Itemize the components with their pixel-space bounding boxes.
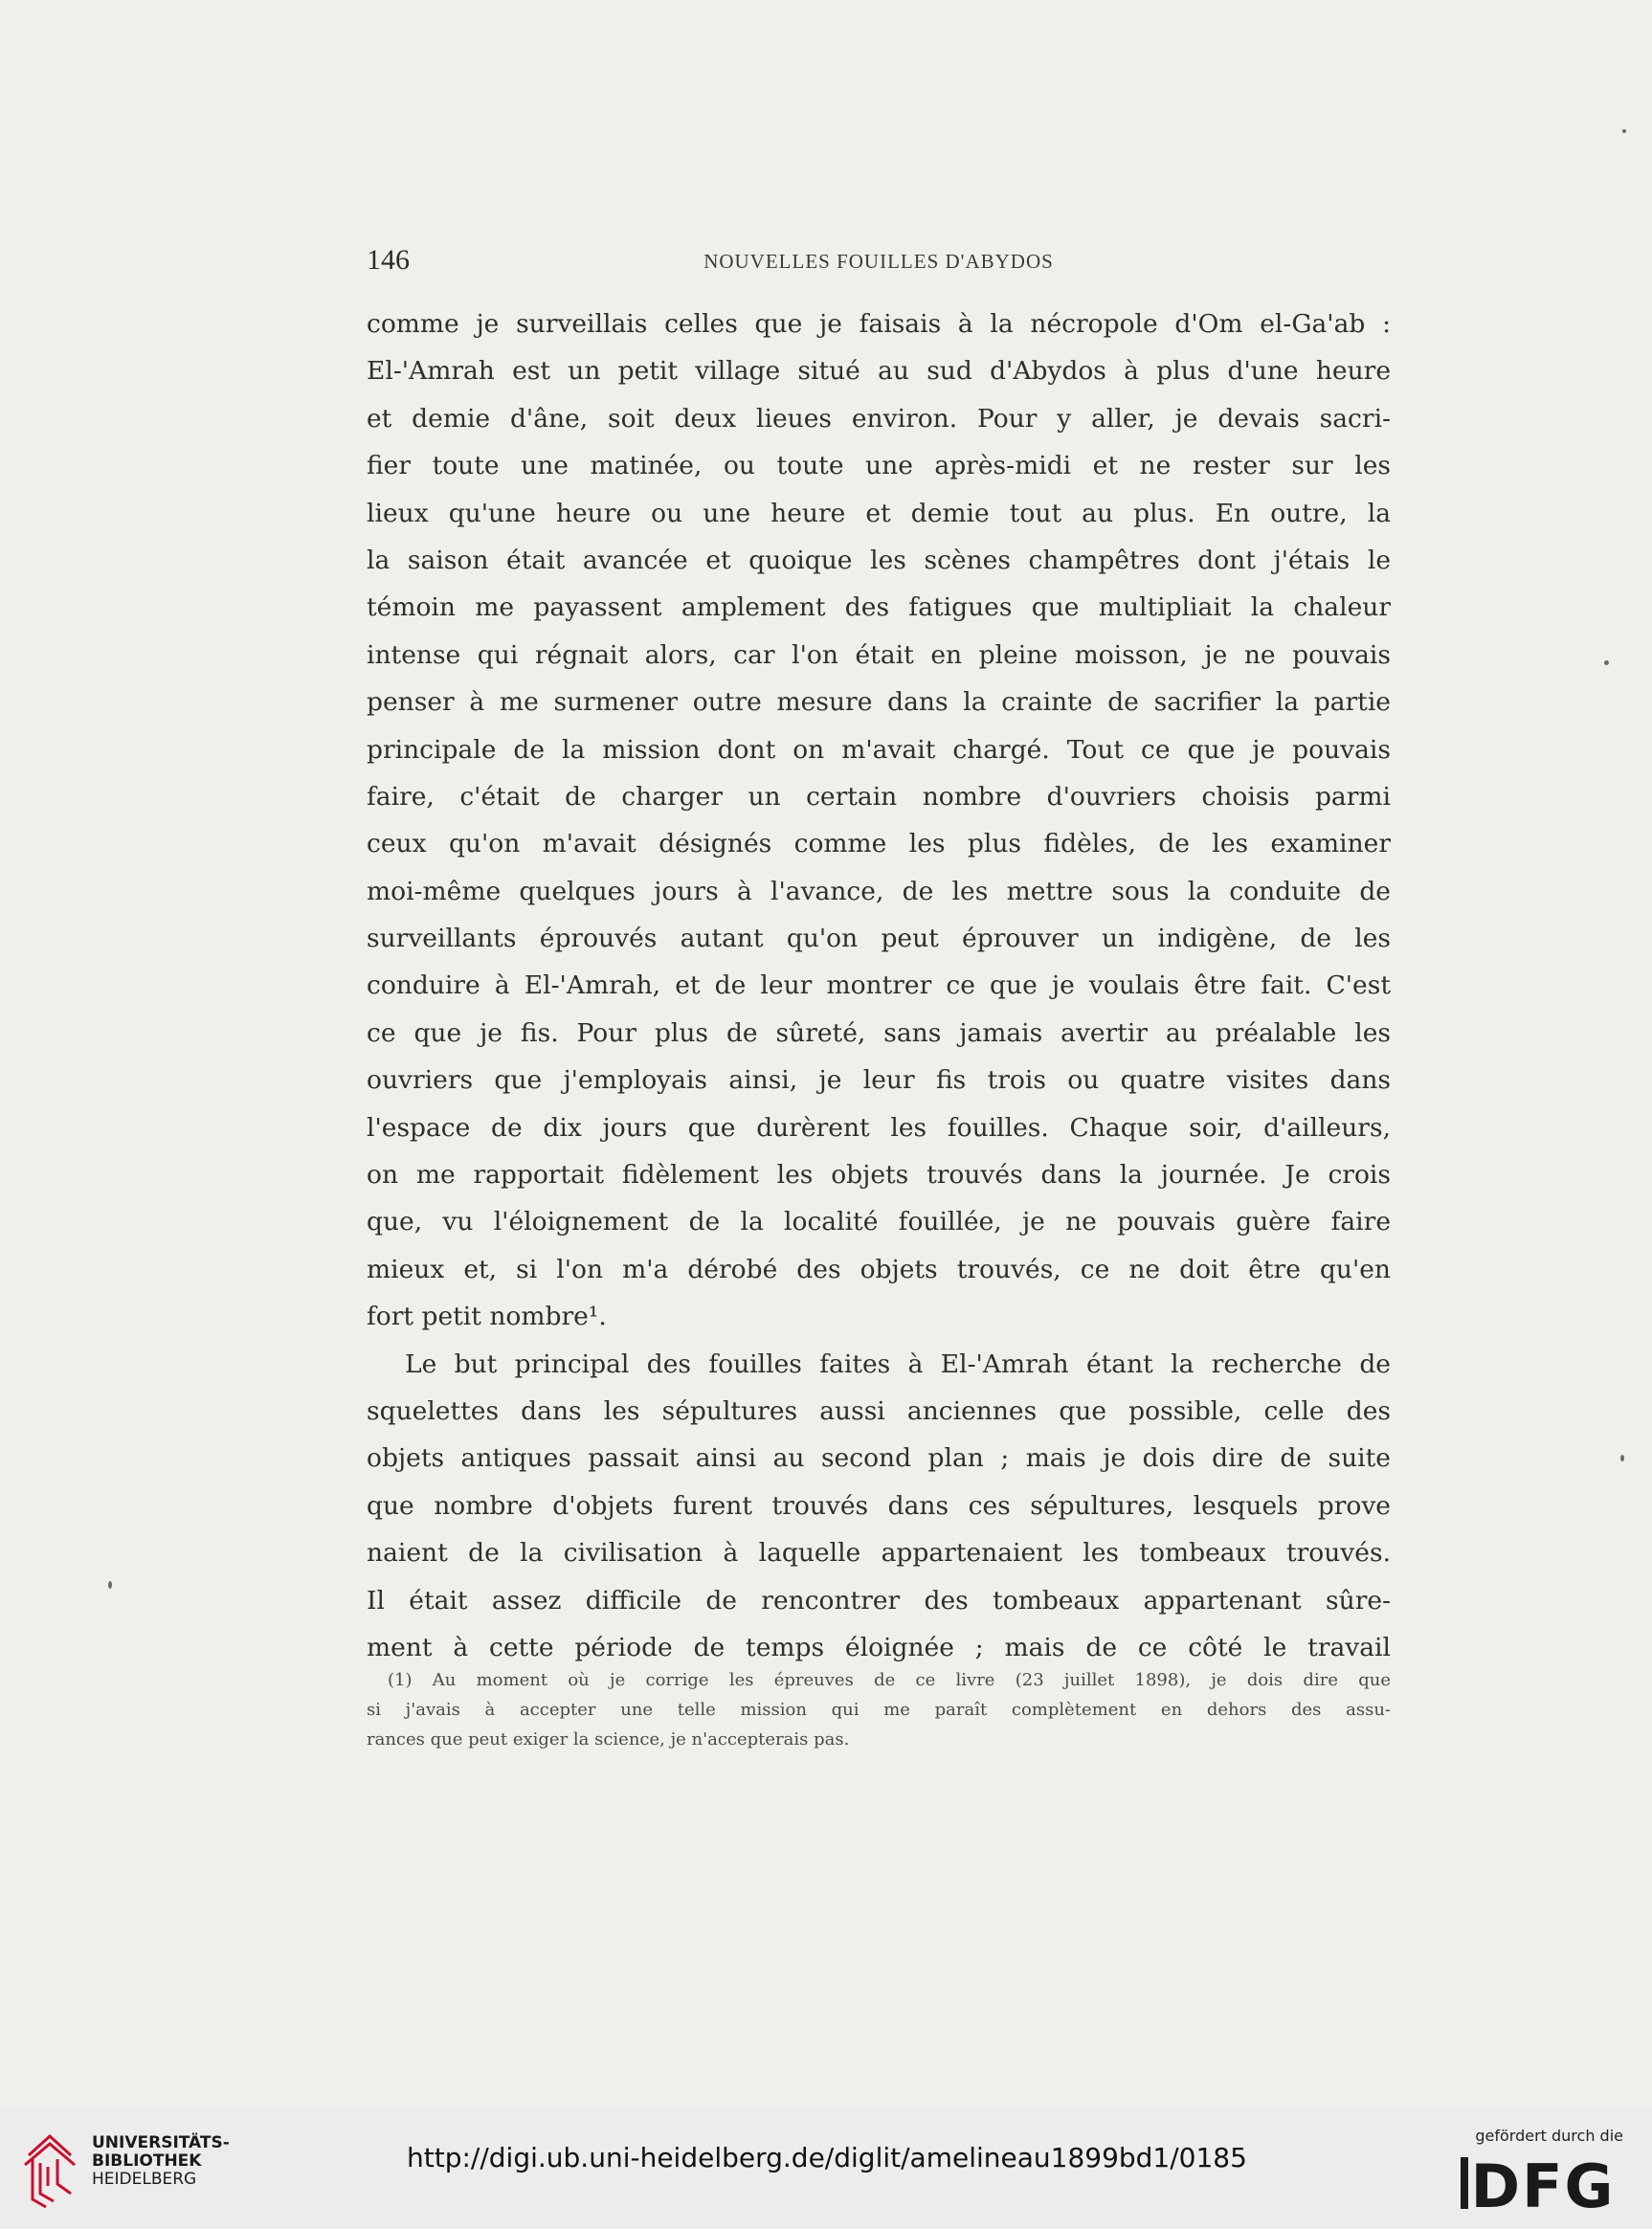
library-name-line: BIBLIOTHEK bbox=[92, 2151, 202, 2171]
text-line: ceux qu'on m'avait désignés comme les plus fidèles, de les examiner bbox=[367, 829, 1391, 859]
library-name bbox=[92, 2134, 230, 2189]
body-text bbox=[367, 301, 1391, 1671]
text-line: ce que je fis. Pour plus de sûreté, sans jamais avertir au préalable les bbox=[367, 1017, 1391, 1048]
sponsor-text: gefördert durch die bbox=[1475, 2127, 1623, 2145]
text-line: El-'Amrah est un petit village situé au sud d'Abydos à plus d'une heure bbox=[367, 356, 1391, 387]
text-line: lieux qu'une heure ou une heure et demie tout au plus. En outre, la bbox=[367, 498, 1391, 528]
text-line: fier toute une matinée, ou toute une après-midi et ne rester sur les bbox=[367, 451, 1391, 481]
library-name-line: UNIVERSITÄTS- bbox=[92, 2133, 230, 2152]
permalink-url[interactable]: http://digi.ub.uni-heidelberg.de/diglit/amelineau1899bd1/0185 bbox=[407, 2142, 1247, 2173]
footnote-line: si j'avais à accepter une telle mission qui me paraît complètement en dehors des assu- bbox=[367, 1700, 1391, 1720]
text-line: squelettes dans les sépultures aussi anciennes que possible, celle des bbox=[367, 1395, 1391, 1426]
text-line: conduire à El-'Amrah, et de leur montrer ce que je voulais être fait. C'est bbox=[367, 970, 1391, 1001]
text-line: fort petit nombre¹. bbox=[367, 1302, 607, 1332]
footnote-line: rances que peut exiger la science, je n'accepterais pas. bbox=[367, 1729, 850, 1750]
text-line: Le but principal des fouilles faites à El-'Amrah étant la recherche de bbox=[405, 1349, 1391, 1379]
text-line: faire, c'était de charger un certain nombre d'ouvriers choisis parmi bbox=[367, 781, 1391, 812]
text-line: surveillants éprouvés autant qu'on peut éprouver un indigène, de les bbox=[367, 924, 1391, 954]
text-line: ouvriers que j'employais ainsi, je leur fis trois ou quatre visites dans bbox=[367, 1065, 1391, 1096]
running-head bbox=[367, 244, 1391, 282]
text-line: l'espace de dix jours que durèrent les fouilles. Chaque soir, d'ailleurs, bbox=[367, 1112, 1391, 1143]
text-line: comme je surveillais celles que je faisais à la nécropole d'Om el-Ga'ab : bbox=[367, 309, 1391, 339]
text-line: moi-même quelques jours à l'avance, de les mettre sous la conduite de bbox=[367, 876, 1391, 906]
library-name-line: HEIDELBERG bbox=[92, 2170, 197, 2189]
svg-text:DFG: DFG bbox=[1470, 2151, 1616, 2215]
text-line: la saison était avancée et quoique les scènes champêtres dont j'étais le bbox=[367, 545, 1391, 575]
text-line: objets antiques passait ainsi au second plan ; mais je dois dire de suite bbox=[367, 1443, 1391, 1474]
text-line: on me rapportait fidèlement les objets trouvés dans la journée. Je crois bbox=[367, 1160, 1391, 1191]
library-logo-icon bbox=[19, 2127, 78, 2209]
running-title: NOUVELLES FOUILLES D'ABYDOS bbox=[703, 250, 1054, 273]
text-line: témoin me payassent amplement des fatigues que multipliait la chaleur bbox=[367, 592, 1391, 623]
footer-bar bbox=[0, 2106, 1652, 2229]
text-line: que, vu l'éloignement de la localité fouillée, je ne pouvais guère faire bbox=[367, 1207, 1391, 1237]
footnotes bbox=[367, 1665, 1391, 1754]
footnote-line: (1) Au moment où je corrige les épreuves de ce livre (23 juillet 1898), je dois dire que bbox=[388, 1670, 1391, 1690]
dfg-logo-icon bbox=[1461, 2151, 1625, 2215]
text-line: et demie d'âne, soit deux lieues environ. Pour y aller, je devais sacri- bbox=[367, 403, 1391, 434]
text-line: penser à me surmener outre mesure dans la crainte de sacrifier la partie bbox=[367, 687, 1391, 718]
text-line: que nombre d'objets furent trouvés dans ces sépultures, lesquels prove bbox=[367, 1490, 1391, 1521]
scan-speck bbox=[1620, 1455, 1624, 1461]
scan-speck bbox=[1604, 660, 1609, 665]
text-line: ment à cette période de temps éloignée ; mais de ce côté le travail bbox=[367, 1632, 1391, 1662]
text-line: intense qui régnait alors, car l'on était en pleine moisson, je ne pouvais bbox=[367, 639, 1391, 670]
text-line: mieux et, si l'on m'a dérobé des objets trouvés, ce ne doit être qu'en bbox=[367, 1254, 1391, 1284]
text-line: naient de la civilisation à laquelle appartenaient les tombeaux trouvés. bbox=[367, 1538, 1391, 1569]
text-line: principale de la mission dont on m'avait chargé. Tout ce que je pouvais bbox=[367, 734, 1391, 765]
scan-speck bbox=[108, 1581, 112, 1589]
text-line: Il était assez difficile de rencontrer des tombeaux appartenant sûre- bbox=[367, 1585, 1391, 1616]
scan-speck bbox=[1622, 129, 1626, 133]
page-number: 146 bbox=[367, 244, 410, 276]
